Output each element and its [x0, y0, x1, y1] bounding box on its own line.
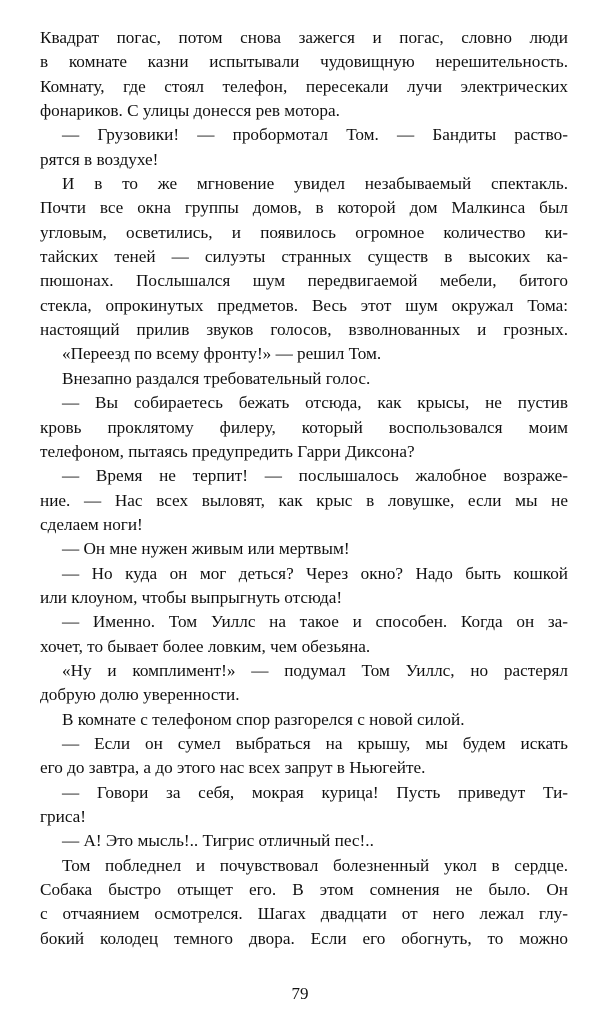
text-line: добрую долю уверенности. — [40, 685, 240, 705]
text-line: кровь проклятому филеру, который воспользовался моим — [40, 417, 568, 437]
page-number: 79 — [291, 984, 309, 1003]
text-line: гриса! — [40, 807, 87, 826]
text-line: — А! Это мысль!.. Тигрис отличный пес!.. — [62, 831, 374, 851]
text-line: Том побледнел и почувствовал болезненный укол в сердце. — [62, 855, 568, 875]
text-line: — Время не терпит! — послышалось жалобное возраже- — [62, 466, 568, 486]
text-line: в комнате казни испытывали чудовищную нерешительность. — [40, 52, 568, 72]
text-line: настоящий прилив звуков голосов, взволнованных и грозных. — [40, 320, 568, 340]
text-line: Квадрат погас, потом снова зажегся и погас, словно люди — [40, 28, 568, 47]
text-line: телефоном, пытаясь предупредить Гарри Диксона? — [40, 441, 415, 461]
text-line: И в то же мгновение увидел незабываемый спектакль. — [62, 174, 568, 194]
text-line: Собака быстро отыщет его. В этом сомнения не было. Он — [40, 880, 568, 900]
text-line: хочет, то бывает более ловким, чем обезьяна. — [40, 636, 371, 656]
text-line: — Но куда он мог деться? Через окно? Надо быть кошкой — [62, 563, 568, 583]
text-line: — Именно. Том Уиллс на такое и способен. Когда он за- — [62, 612, 568, 632]
text-line: стекла, опрокинутых предметов. Весь этот шум окружал Тома: — [40, 295, 568, 315]
text-line: сделаем ноги! — [40, 514, 143, 534]
text-line: — Говори за себя, мокрая курица! Пусть приведут Ти- — [62, 782, 568, 802]
text-line: угловым, осветились, и появилось огромное количество ки- — [40, 222, 568, 242]
text-line: ние. — Нас всех выловят, как крыс в ловушке, если мы не — [40, 490, 568, 510]
text-line: — Если он сумел выбраться на крышу, мы будем искать — [62, 733, 568, 753]
text-line: рятся в воздухе! — [40, 149, 159, 169]
text-line: фонариков. С улицы донесся рев мотора. — [40, 101, 340, 121]
text-line: — Грузовики! — пробормотал Том. — Бандиты раство- — [62, 125, 568, 145]
text-line: В комнате с телефоном спор разгорелся с новой силой. — [62, 709, 465, 729]
text-line: пюшонах. Послышался шум передвигаемой мебели, битого — [40, 271, 568, 291]
text-line: или клоуном, чтобы выпрыгнуть отсюда! — [40, 587, 343, 607]
text-line: — Он мне нужен живым или мертвым! — [62, 539, 350, 559]
text-line: «Ну и комплимент!» — подумал Том Уиллс, но растерял — [62, 660, 568, 680]
text-line: с отчаянием осмотрелся. Шагах двадцати от него лежал глу- — [40, 904, 568, 924]
text-line: бокий колодец темного двора. Если его обогнуть, то можно — [40, 928, 568, 948]
text-line: Внезапно раздался требовательный голос. — [62, 368, 371, 388]
text-line: тайских теней — силуэты странных существ в высоких ка- — [40, 247, 568, 267]
text-line: — Вы собираетесь бежать отсюда, как крысы, не пустив — [62, 393, 568, 413]
text-line: его до завтра, а до этого нас всех запрут в Ньюгейте. — [40, 758, 426, 778]
text-line: «Переезд по всему фронту!» — решил Том. — [62, 344, 382, 364]
text-line: Почти все окна группы домов, в которой дом Малкинса был — [40, 198, 568, 218]
body-text — [40, 26, 568, 951]
text-line: Комнату, где стоял телефон, пересекали лучи электрических — [40, 76, 568, 96]
